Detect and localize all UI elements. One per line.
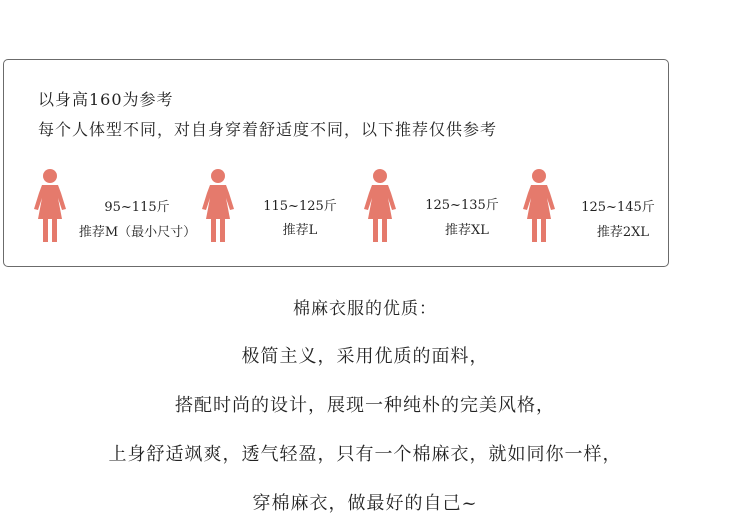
quality-line-2: 搭配时尚的设计，展现一种纯朴的完美风格，	[175, 395, 555, 416]
size-recommend-label: 推荐2XL	[596, 225, 650, 240]
quality-line-4: 穿棉麻衣，做最好的自己~	[252, 493, 478, 514]
size-recommend-label: 推荐XL	[445, 223, 489, 238]
size-recommend-label: 推荐L	[282, 223, 318, 238]
woman-figure-icon	[198, 167, 238, 245]
quality-line-3: 上身舒适飒爽，透气轻盈，只有一个棉麻衣，就如同你一样，	[108, 444, 622, 465]
recommendation-note-text: 每个人体型不同，对自身穿着舒适度不同，以下推荐仅供参考	[38, 120, 498, 139]
size-weight-label: 95~115斤	[104, 200, 170, 215]
size-weight-label: 125~145斤	[581, 200, 655, 215]
reference-height-text: 以身高160为参考	[38, 90, 174, 109]
quality-heading: 棉麻衣服的优质：	[293, 299, 437, 319]
woman-figure-icon	[360, 167, 400, 245]
size-weight-label: 115~125斤	[263, 199, 337, 214]
woman-figure-icon	[30, 167, 70, 245]
size-recommend-label: 推荐M（最小尺寸）	[78, 225, 197, 240]
woman-figure-icon	[519, 167, 559, 245]
quality-line-1: 极简主义，采用优质的面料，	[241, 346, 489, 367]
size-weight-label: 125~135斤	[425, 198, 499, 213]
